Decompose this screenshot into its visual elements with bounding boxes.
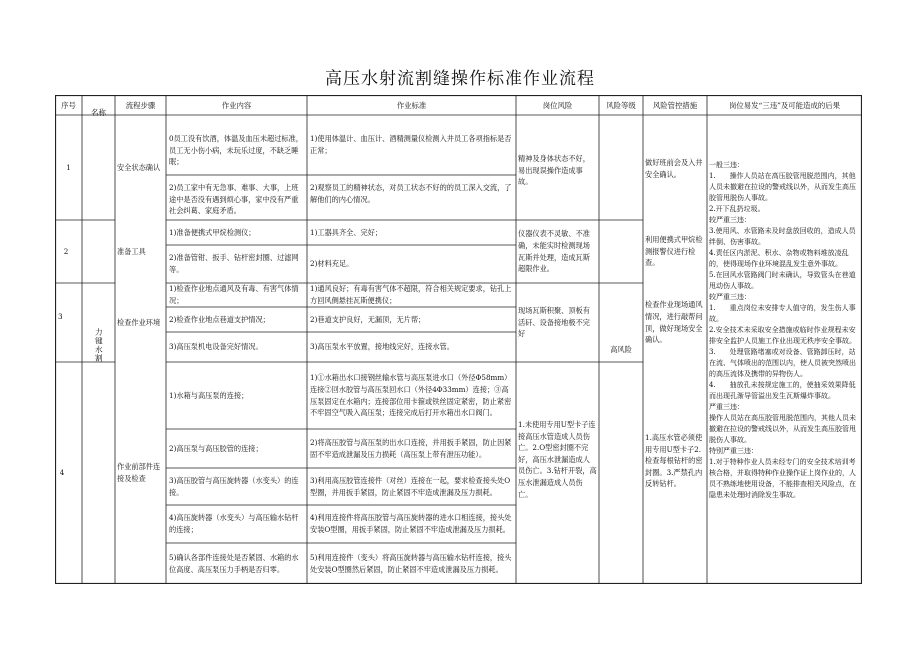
group-4-content-1: 1)水箱与高压泵的连接； <box>169 390 249 400</box>
consequence-line: 一般三违： <box>709 161 744 169</box>
group-4-no: 4 <box>59 468 65 478</box>
task-name: 力键水割 <box>94 327 104 363</box>
group-1-standard-1: 1)使用体温计、血压计、酒精测量仪检测入井员工各项指标是否正常； <box>310 134 512 155</box>
group-1-risk: 精神及身体状态不好，易出现误操作造成事故。 <box>518 154 590 187</box>
group-4-standard-5: 5)利用连接件（变头）将高压旋转器与高压输水钻杆连接，接头处安装O型圈然后紧固，防止紧固不牢造成泄漏及压力损耗。 <box>310 552 512 574</box>
header-name: 名称 <box>91 108 106 117</box>
group-2-standard-1: 1)工器具齐全、完好； <box>310 227 383 237</box>
header-risk: 岗位风险 <box>542 101 573 110</box>
header-no: 序号 <box>61 101 76 110</box>
group-2-step: 准备工具 <box>117 246 146 256</box>
group-4-content-4: 4)高压旋转器（水变头）与高压输水钻杆的连接； <box>169 513 299 534</box>
group-3-content-3: 3)高压泵机电设备完好情况。 <box>169 342 263 352</box>
group-4-step: 作业前部件连接及检查 <box>117 462 161 483</box>
group-3-content-2: 2)检查作业地点巷道支护情况； <box>169 314 270 324</box>
consequence-line: 1. 操作人员站在高压胶管甩脱范围内，其他人员未撤避在拉设的警戒线以外，从而发生高压胶管甩脱伤人事故。 <box>709 172 856 202</box>
consequence-line: 5.在回风水管路阀门时未确认，导致管头在巷道甩动伤人事故。 <box>709 271 856 290</box>
group-3-standard-1: 1)通风良好；有毒有害气体不超限，符合相关规定要求，钻孔上方回风侧悬挂瓦斯便携仪； <box>310 284 512 305</box>
consequence-line: 较严重三违： <box>709 216 751 224</box>
header-standard: 作业标准 <box>396 101 427 110</box>
risk-level: 高风险 <box>610 344 632 354</box>
group-2-standard-2: 2)材料充足。 <box>310 259 354 269</box>
consequence-line: 3.使用风、水管路未及时盘放回收的，造成人员绊倒、伤害事故。 <box>709 227 856 246</box>
group-4-standard-3: 3)利用高压胶管连接件（对丝）连接在一起，要求检查接头处O型圈，并用扳手紧固，防止紧固不牢造成泄漏及压力损耗。 <box>310 475 511 497</box>
group-3-standard-2: 2)巷道支护良好，无漏顶，无片帮； <box>310 314 426 324</box>
group-4-risk: 1.未使用专用U型卡子连接高压水管造成人员伤亡。2.O型密封圈不完好，高压水泄漏造成人员伤亡。3.钻杆开裂，高压水泄漏造成人员伤亡。 <box>518 420 597 499</box>
group-2-control: 利用便携式甲烷检测报警仪进行检查。 <box>645 235 703 268</box>
task-name-cell <box>82 315 115 375</box>
group-2-no: 2 <box>63 246 69 256</box>
header-consequence: 岗位易发“三违”及可能造成的后果 <box>728 101 841 110</box>
group-1-no: 1 <box>66 162 71 172</box>
group-2-content-2: 2)准备管钳、扳手、钻杆密封圈、过滤网等。 <box>169 253 299 274</box>
consequence-cell <box>709 160 860 582</box>
group-1-control: 做好班前会及入井安全确认。 <box>645 158 703 179</box>
group-2-risk: 仪器仪表不灵敏、不准确，未能实时检测现场瓦斯并处理，造成瓦斯超限作业。 <box>518 229 590 274</box>
group-1-standard-2: 2)观察员工的精神状态，对员工状态不好的的员工深入交流，了解他们的内心情况。 <box>310 183 512 204</box>
consequence-line: 1. 重点岗位未安排专人值守的，发生伤人事故。 <box>709 304 856 323</box>
procedure-table <box>55 95 862 584</box>
header-level: 风险等级 <box>606 101 636 110</box>
group-4-content-5: 5)确认各部件连接处是否紧固、水箱的水位高度、高压泵压力手柄是否归零。 <box>169 552 299 574</box>
consequence-line: 4.责任区内淤泥、积水、杂物或物料堆放凌乱的，使得现场作业环境混乱发生意外事故。 <box>709 249 849 268</box>
consequence-line: 严重三违： <box>709 403 744 411</box>
group-3-standard-3: 3)高压泵水平放置，接地线完好，连接水管。 <box>310 342 454 352</box>
group-2-content-1: 1)准备便携式甲烷检测仪； <box>169 227 256 237</box>
group-1-step: 安全状态确认 <box>117 162 161 172</box>
group-3-content-1: 1)检查作业地点通风及有毒、有害气体情况； <box>169 284 299 305</box>
group-3-control: 检查作业现场通风情况，进行敲帮问顶，做好现场安全确认。 <box>645 300 703 345</box>
consequence-line: 4. 抽放孔未按规定施工的，使抽采效果降低而出现孔渐导管溢出发生瓦斯爆炸事故。 <box>709 381 856 400</box>
consequence-line: 操作人员站在高压胶管甩脱范围内，其他人员未撤避在拉设的警戒线以外，从而发生高压胶管甩脱伤人事故。 <box>709 414 856 444</box>
consequence-line: 2.开下乱扔垃圾。 <box>709 205 765 213</box>
consequence-line: 1.对于特种作业人员未经专门的安全技术培训考核合格，并取得特种作业操作证上岗作业的，人员不熟练地使用设备，不能排查相关风险点，在隐患未处理时消除发生事故。 <box>709 458 856 499</box>
group-4-standard-2: 2)将高压胶管与高压泵的出水口连接，并用扳手紧固，防止因紧固不牢造成泄漏及压力损耗（高压泵上带有泄压功能）。 <box>310 437 512 459</box>
consequence-line: 特别严重三违： <box>709 447 758 455</box>
page-title: 高压水射流割缝操作标准作业流程 <box>325 69 595 89</box>
group-3-no: 3 <box>58 312 63 321</box>
header-control: 风险管控措施 <box>652 101 698 110</box>
group-1-content-1: 0员工没有饮酒，体温及血压未超过标准，员工无小伤小病，未玩乐过度，不缺乏睡眠； <box>169 134 303 167</box>
group-4-content-3: 3)高压胶管与高压旋转器（水变头）的连接。 <box>169 475 299 497</box>
consequence-line: 较严重三违： <box>709 293 751 301</box>
consequence-line: 2.安全技术未采取安全措施或临时作业规程未安排安全监护人员施工作业出现无秩序安全事故。 <box>709 326 856 345</box>
group-4-control: 1.高压水管必须使用专用U型卡子2.检查每根钻杆的密封圈。3.严禁孔内反转钻杆。 <box>645 433 703 489</box>
consequence-line: 3. 处理管路堵塞或对设备、管路卸压时，站在流、气体喷出的范围以内，使人员被突然喷出的高压流体及携带的异物伤人。 <box>709 348 856 378</box>
group-4-content-2: 2)高压泵与高压胶管的连接； <box>169 443 263 453</box>
group-4-standard-4: 4)利用连接件将高压胶管与高压旋转器的进水口相连接，接头处安装O型圈，用扳手紧固，防止紧固不牢造成泄漏及压力损耗。 <box>310 513 512 534</box>
group-1-content-2: 2)员工家中有无急事、难事、大事，上班途中是否没有遇到烦心事，家中没有严重社会纠葛、家庭矛盾。 <box>169 183 299 216</box>
header-content: 作业内容 <box>221 101 252 110</box>
group-4-standard-1: 1)①水箱出水口接钢丝输水管与高压泵进水口（外径Φ58mm）连接②回水胶管与高压泵回水口（外径4Φ33mm）连接；③高压泵固定在水箱内；连接部位用卡箍或铁丝固定紧密，防止紧密不牢固空气吸入高压泵；连接完成后打开水箱出水口阀门。 <box>310 373 512 418</box>
header-step: 流程步骤 <box>125 101 156 110</box>
group-3-risk: 现场瓦斯积聚、顶板有活矸、设备接地极不完好 <box>518 306 590 339</box>
group-3-step: 检查作业环境 <box>117 317 161 327</box>
